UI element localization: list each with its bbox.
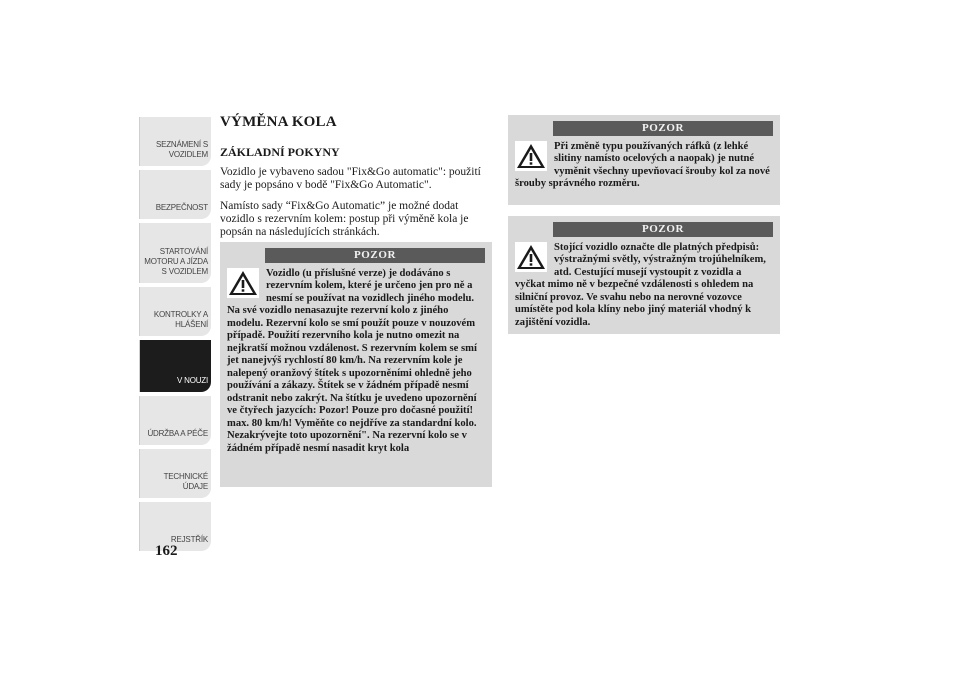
warning-text: Při změně typu používaných ráfků (z lehké slitiny namísto ocelových a naopak) je nutné vyměnit všechny upevňovací šrouby kol za nové šrouby správného rozměru. [515,140,770,189]
warning-box-rims [508,115,780,205]
warning-heading: POZOR [553,222,773,237]
warning-box-parking [508,216,780,334]
warning-triangle-icon [515,242,547,272]
tab-udrzba[interactable] [139,396,211,445]
tab-bezpecnost[interactable] [139,170,211,219]
main-content [220,110,492,247]
tab-label: STARTOVÁNÍ MOTORU A JÍZDA S VOZIDLEM [144,247,208,276]
warning-heading: POZOR [265,248,485,263]
page-title: VÝMĚNA KOLA [220,114,337,130]
tab-label: V NOUZI [176,376,208,385]
tab-startovani[interactable] [139,223,211,283]
warning-text: Stojící vozidlo označte dle platných předpisů: výstražnými světly, výstražným trojúhelníkem, atd. Cestující musejí vystoupit z vozidla a vyčkat mimo ně v bezpečné vzdálenosti s ohledem na silniční provoz. Ve svahu nebo na nerovné vozovce umístěte pod kola klíny nebo jiný materiál vhodný k zajištění vozidla. [515,241,766,328]
tab-label: ÚDRŽBA A PÉČE [147,429,208,438]
tab-kontrolky[interactable] [139,287,211,336]
warning-triangle-icon [227,268,259,298]
tab-label: REJSTŘÍK [170,535,208,544]
page-number: 162 [155,543,178,559]
warning-heading: POZOR [553,121,773,136]
paragraph-spare-wheel: Namísto sady “Fix&Go Automatic” je možné dodat vozidlo s rezervním kolem: postup při výměně kola je popsán na následujících stránkách. [220,200,469,238]
paragraph-fixgo: Vozidlo je vybaveno sadou "Fix&Go automatic": použití sady je popsáno v bodě "Fix&Go Automatic". [220,166,481,191]
tab-v-nouzi[interactable] [139,340,211,392]
tab-label: SEZNÁMENÍ S VOZIDLEM [155,140,208,159]
warning-text: Vozidlo (u příslušné verze) je dodáváno s rezervním kolem, které je určeno jen pro ně a nesmí se používat na vozidlech jiného modelu. Na své vozidlo nenasazujte rezervní kolo z jiného modelu. Rezervní kolo se smí použít pouze v nouzovém případě. Použití rezervního kola je nutno omezit na nejkratší možnou vzdálenost. S rezervním kolem se smí jet nanejvýš rychlostí 80 km/h. Na rezervním kole je nalepený oranžový štítek s upozorněními ohledně jeho používání a zákazy. Štítek se v žádném případě nesmí odstranit nebo zakrýt. Na štítku je uvedeno upozornění ve čtyřech jazycích: Pozor! Pouze pro dočasné použití! max. 80 km/h! Vyměňte co nejdříve za standardní kolo. Nezakrývejte toto upozornění". Na rezervní kolo se v žádném případě nesmí nasadit kryt kola [227,267,477,454]
tab-label: BEZPEČNOST [155,203,208,212]
tab-label: TECHNICKÉ ÚDAJE [163,472,208,491]
warning-triangle-icon [515,141,547,171]
tab-seznameni[interactable] [139,117,211,166]
tab-technicke[interactable] [139,449,211,498]
warning-box-spare-wheel [220,242,492,487]
chapter-sidebar [139,117,211,555]
tab-label: KONTROLKY A HLÁŠENÍ [153,310,208,329]
section-heading: ZÁKLADNÍ POKYNY [220,145,340,159]
